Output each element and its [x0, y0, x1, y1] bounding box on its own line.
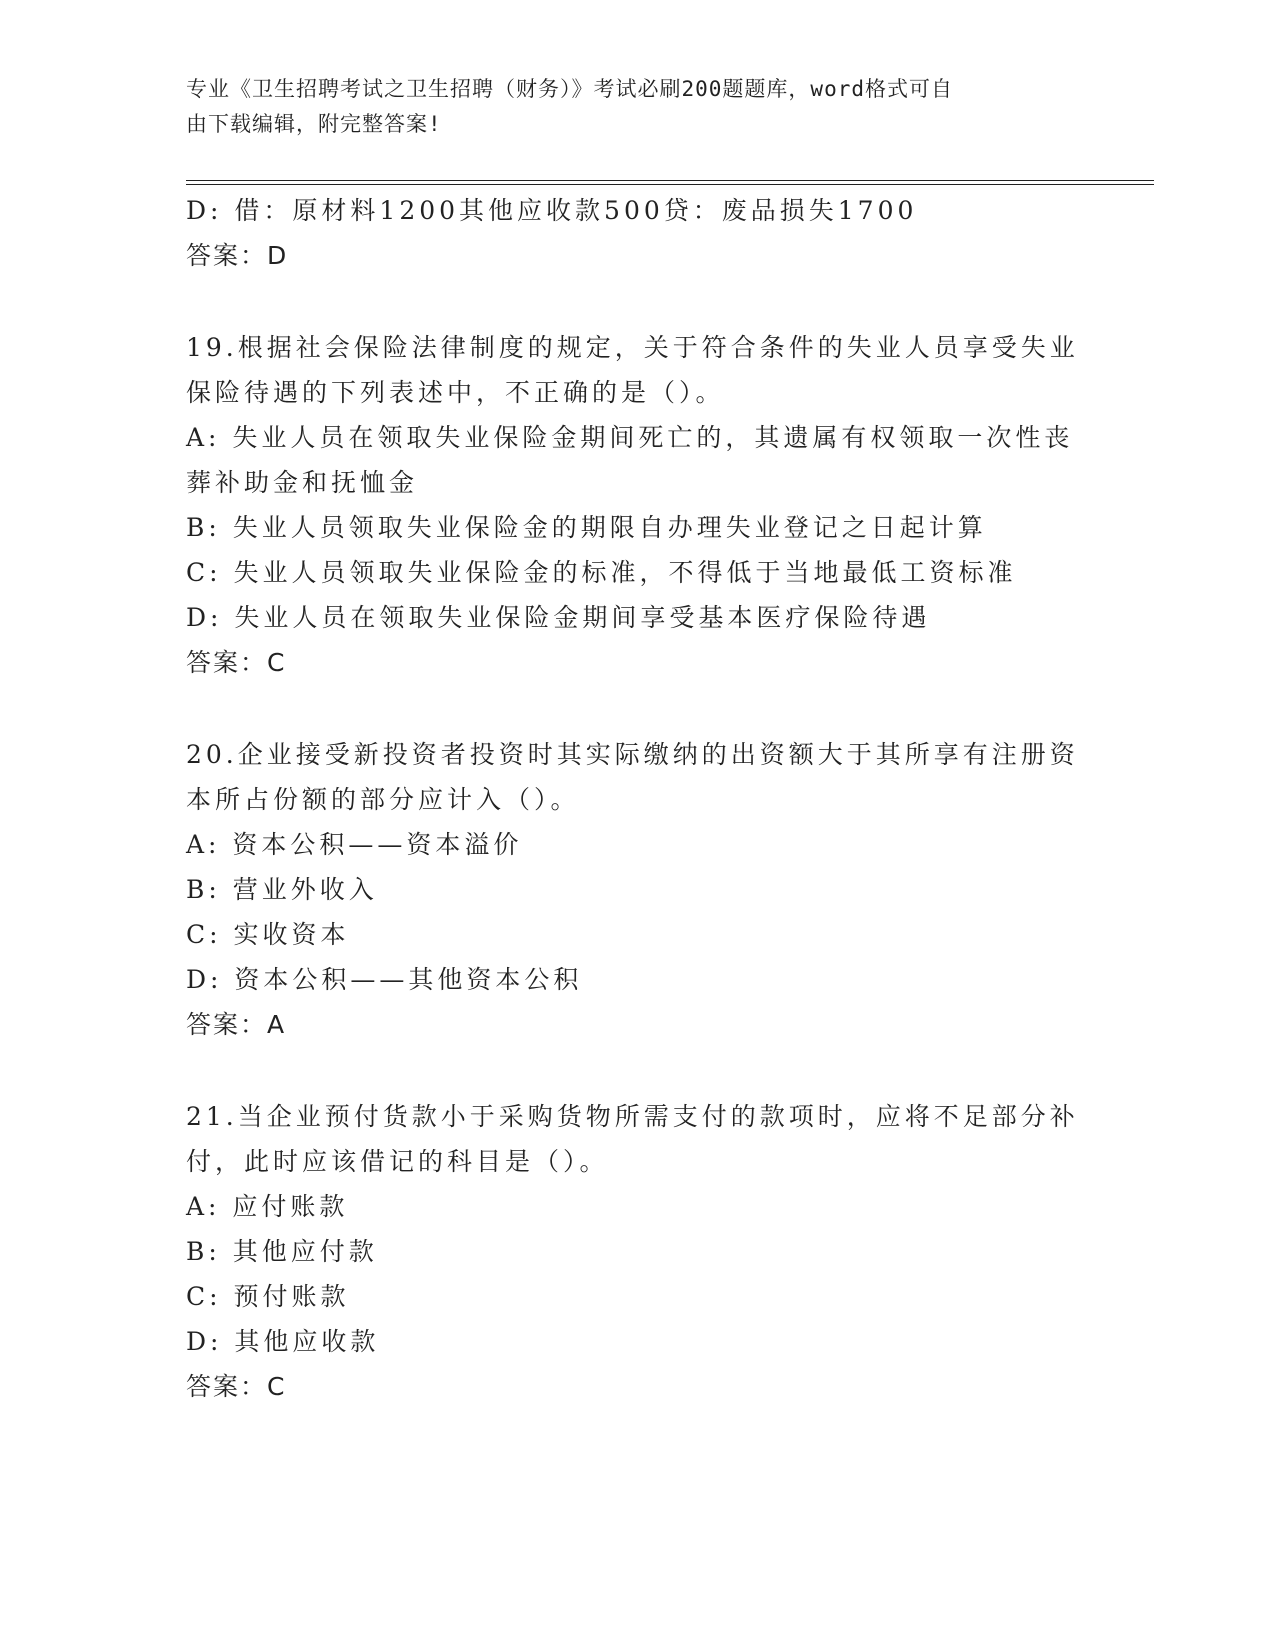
option-a: A: 应付账款 — [186, 1192, 349, 1221]
option-d: D: 失业人员在领取失业保险金期间享受基本医疗保险待遇 — [186, 603, 931, 632]
question-19 — [186, 325, 1086, 685]
question-stem: 19.根据社会保险法律制度的规定，关于符合条件的失业人员享受失业 — [186, 333, 1079, 362]
question-stem-continued: 付，此时应该借记的科目是（）。 — [186, 1147, 609, 1176]
question-20 — [186, 732, 1086, 1047]
option-a: A: 失业人员在领取失业保险金期间死亡的，其遗属有权领取一次性丧 — [186, 423, 1074, 452]
option-a: A: 资本公积——资本溢价 — [186, 830, 523, 859]
question-stem-continued: 保险待遇的下列表述中，不正确的是（）。 — [186, 378, 725, 407]
question-list — [186, 188, 1086, 1409]
question-21 — [186, 1094, 1086, 1409]
question-stem: 20.企业接受新投资者投资时其实际缴纳的出资额大于其所享有注册资 — [186, 740, 1079, 769]
question-stem: 21.当企业预付货款小于采购货物所需支付的款项时，应将不足部分补 — [186, 1102, 1079, 1131]
option-d: D: 借：原材料1200其他应收款500贷：废品损失1700 — [186, 196, 918, 225]
header-divider-bottom — [186, 184, 1154, 185]
answer: 答案：C — [186, 648, 287, 677]
header-line-2: 由下载编辑，附完整答案! — [186, 112, 442, 136]
answer: 答案：C — [186, 1372, 287, 1401]
option-b: B: 失业人员领取失业保险金的期限自办理失业登记之日起计算 — [186, 513, 987, 542]
question-stem-continued: 本所占份额的部分应计入（）。 — [186, 785, 580, 814]
header-divider-top — [186, 180, 1154, 181]
option-d: D: 资本公积——其他资本公积 — [186, 965, 583, 994]
option-d: D: 其他应收款 — [186, 1327, 380, 1356]
answer: 答案：D — [186, 241, 289, 270]
option-a-continued: 葬补助金和抚恤金 — [186, 468, 419, 497]
question-18-continued — [186, 188, 1086, 278]
option-c: C: 失业人员领取失业保险金的标准，不得低于当地最低工资标准 — [186, 558, 1017, 587]
option-b: B: 营业外收入 — [186, 875, 378, 904]
option-b: B: 其他应付款 — [186, 1237, 378, 1266]
answer: 答案：A — [186, 1010, 287, 1039]
header-line-1: 专业《卫生招聘考试之卫生招聘（财务）》考试必刷200题题库，word格式可自 — [186, 77, 953, 101]
option-c: C: 实收资本 — [186, 920, 350, 949]
document-header — [186, 72, 1066, 142]
option-c: C: 预付账款 — [186, 1282, 350, 1311]
